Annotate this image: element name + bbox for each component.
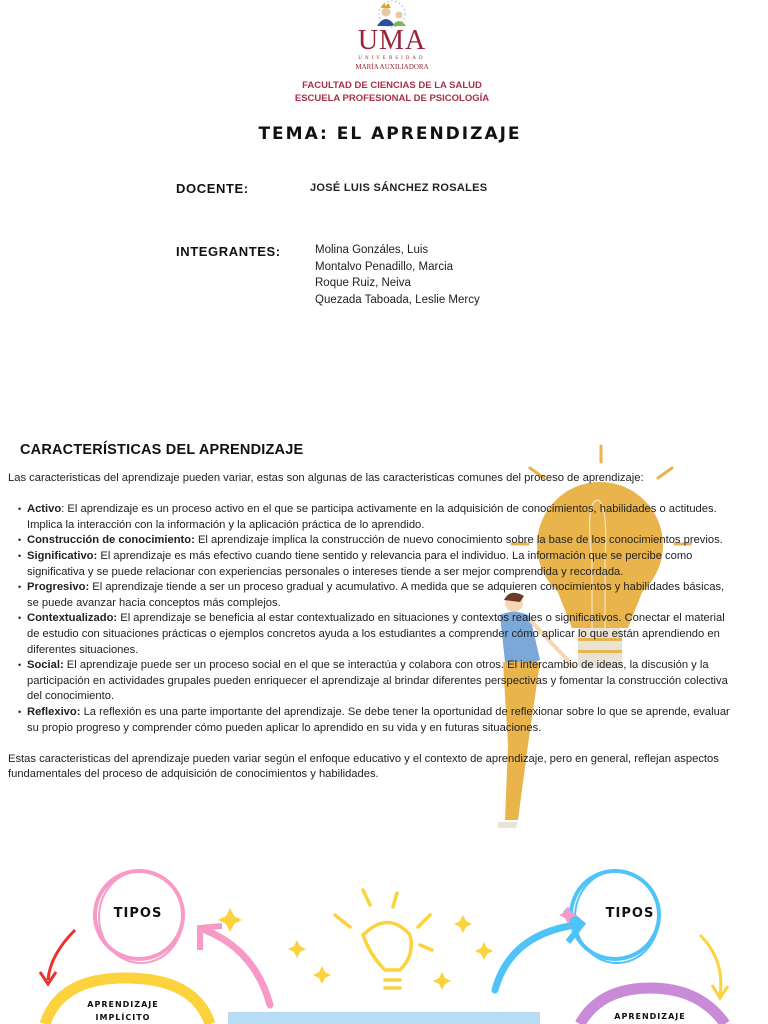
implicit-learning-label: APRENDIZAJE IMPLÍCITO — [87, 1000, 159, 1022]
member: Quezada Taboada, Leslie Mercy — [315, 293, 480, 306]
integrantes-label: INTEGRANTES: — [176, 244, 281, 259]
list-item — [27, 502, 748, 533]
docente-value: JOSÉ LUIS SÁNCHEZ ROSALES — [310, 182, 488, 194]
item-text: El aprendizaje es un proceso activo en el que se participa activamente en la adquisición de conocimientos, habilidades o actitudes. Implica la interacción con la información y la aplicación práctica de lo aprendido. — [27, 503, 717, 531]
item-term: Significativo: — [27, 549, 98, 562]
right-types-label: TIPOS — [605, 906, 655, 921]
member: Montalvo Penadillo, Marcia — [315, 260, 454, 273]
member: Roque Ruiz, Neiva — [315, 277, 411, 289]
list-item — [27, 533, 748, 549]
item-term: Social: — [27, 659, 64, 672]
item-text: El aprendizaje se beneficia al estar contextualizado en situaciones y contextos reales o significativos. Conectar el material de estudio con situaciones prácticas o ejemplos concretos ayuda a los estudiantes a comprender cómo aplicar lo que están aprendiendo en diferentes situaciones. — [27, 612, 725, 656]
left-types-label: TIPOS — [113, 906, 163, 921]
list-item — [27, 549, 748, 580]
logo-subtitle-2: MARÍA AUXILIADORA — [355, 63, 429, 71]
characteristics-list — [8, 502, 748, 736]
intro-paragraph: Las caracteristicas del aprendizaje pueden variar, estas son algunas de las caracteristicas comunes del proceso de aprendizaje: — [8, 472, 644, 484]
item-text: El aprendizaje es más efectivo cuando tiene sentido y relevancia para el individuo. La información que se percibe como significativa y se puede relacionar con experiencias personales o intereses tiende a ser mejor comprendida y recordada. — [27, 549, 693, 578]
faculty-name: FACULTAD DE CIENCIAS DE LA SALUD — [302, 80, 482, 91]
list-item — [27, 611, 748, 658]
item-text: El aprendizaje implica la construcción de nuevo conocimiento sobre la base de los conocimientos previos. — [197, 534, 723, 547]
logo-text: UMA — [357, 25, 427, 56]
list-item — [27, 580, 748, 611]
conclusion-paragraph: Estas caracteristicas del aprendizaje pueden variar según el enfoque educativo y el contexto de aprendizaje, pero en general, reflejan aspectos fundamentales del proceso de adquisición de conocimientos y habilidades. — [8, 752, 719, 781]
item-term: Activo — [27, 503, 62, 516]
page-title: TEMA: EL APRENDIZAJE — [258, 124, 522, 144]
logo-subtitle: UNIVERSIDAD — [358, 56, 426, 61]
item-text: El aprendizaje puede ser un proceso social en el que se interactúa y colabora con otros. El intercambio de ideas, la discusión y la participación en actividades grupales pueden enriquecer el aprendizaje al brindar diferentes perspectivas y fomentar la construcción colectiva del conocimiento. — [27, 659, 728, 703]
list-item — [27, 658, 748, 705]
item-term: Construcción de conocimiento: — [27, 534, 195, 547]
member: Molina Gonzáles, Luis — [315, 244, 429, 256]
item-term: Progresivo: — [27, 581, 90, 594]
item-sep: : — [61, 503, 68, 516]
school-name: ESCUELA PROFESIONAL DE PSICOLOGÍA — [294, 93, 490, 104]
list-item — [27, 705, 748, 736]
right-learning-label: APRENDIZAJE — [614, 1012, 686, 1021]
section-heading: CARACTERÍSTICAS DEL APRENDIZAJE — [20, 442, 304, 458]
item-text: La reflexión es una parte importante del aprendizaje. Se debe tener la oportunidad de reflexionar sobre lo que se aprende, evaluar su propio progreso y comprender cómo pueden aplicar lo aprendido en su vida y en futuras situaciones. — [27, 705, 730, 734]
item-text: El aprendizaje tiende a ser un proceso gradual y acumulativo. A medida que se adquieren conocimientos y habilidades básicas, se puede avanzar hacia conceptos más complejos. — [27, 581, 725, 609]
section-body — [8, 471, 748, 783]
docente-label: DOCENTE: — [176, 181, 249, 196]
item-term: Reflexivo: — [27, 705, 81, 718]
item-term: Contextualizado: — [27, 612, 118, 625]
